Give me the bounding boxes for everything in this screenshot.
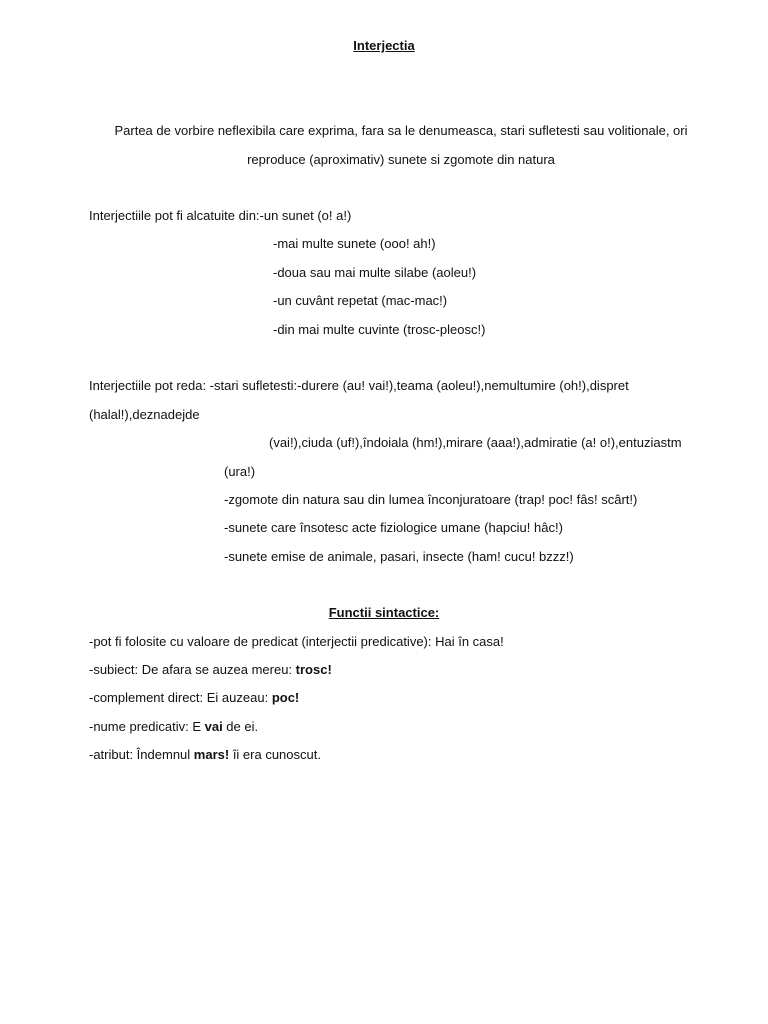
function-attribute-text: -atribut: Îndemnul xyxy=(89,747,194,762)
function-subject-text: -subiect: De afara se auzea mereu: xyxy=(89,662,296,677)
function-attribute-example: mars! xyxy=(193,747,230,762)
definition-line-1: Partea de vorbire neflexibila care exprima, fara sa le denumeasca, stari sufletesti sau volitionale, ori xyxy=(114,123,688,138)
function-object-text: -complement direct: Ei auzeau: xyxy=(89,690,272,705)
composition-item: -mai multe sunete (ooo! ah!) xyxy=(273,236,436,251)
function-object-example: poc! xyxy=(271,690,300,705)
page-title: Interjectia xyxy=(353,38,415,53)
function-attribute xyxy=(89,747,321,763)
function-nominal xyxy=(89,719,258,735)
definition-line-2: reproduce (aproximativ) sunete si zgomote din natura xyxy=(247,152,555,167)
expression-line-7: -sunete emise de animale, pasari, insecte (ham! cucu! bzzz!) xyxy=(224,549,574,564)
functions-heading: Functii sintactice: xyxy=(328,605,440,620)
function-object xyxy=(89,690,299,706)
expression-line-6: -sunete care însotesc acte fiziologice umane (hapciu! hâc!) xyxy=(224,520,563,535)
function-nominal-example: vai xyxy=(204,719,223,734)
function-subject-example: trosc! xyxy=(295,662,332,677)
expression-line-5: -zgomote din natura sau din lumea înconjuratoare (trap! poc! fâs! scârt!) xyxy=(224,492,638,507)
function-subject xyxy=(89,662,332,678)
expression-line-3: (vai!),ciuda (uf!),îndoiala (hm!),mirare (aaa!),admiratie (a! o!),entuziastm xyxy=(269,435,682,450)
function-predicate: -pot fi folosite cu valoare de predicat (interjectii predicative): Hai în casa! xyxy=(89,634,504,649)
expression-line-2: (halal!),deznadejde xyxy=(89,407,200,422)
function-nominal-text: -nume predicativ: E xyxy=(89,719,205,734)
composition-intro: Interjectiile pot fi alcatuite din:-un sunet (o! a!) xyxy=(89,208,352,223)
composition-item: -din mai multe cuvinte (trosc-pleosc!) xyxy=(273,322,486,337)
function-nominal-tail: de ei. xyxy=(222,719,259,734)
function-attribute-tail: îi era cunoscut. xyxy=(229,747,321,762)
expression-line-4: (ura!) xyxy=(224,464,256,479)
expression-line-1: Interjectiile pot reda: -stari sufletesti:-durere (au! vai!),teama (aoleu!),nemultumire (oh!),dispret xyxy=(89,378,629,393)
composition-item: -un cuvânt repetat (mac-mac!) xyxy=(273,293,448,308)
composition-item: -doua sau mai multe silabe (aoleu!) xyxy=(273,265,477,280)
